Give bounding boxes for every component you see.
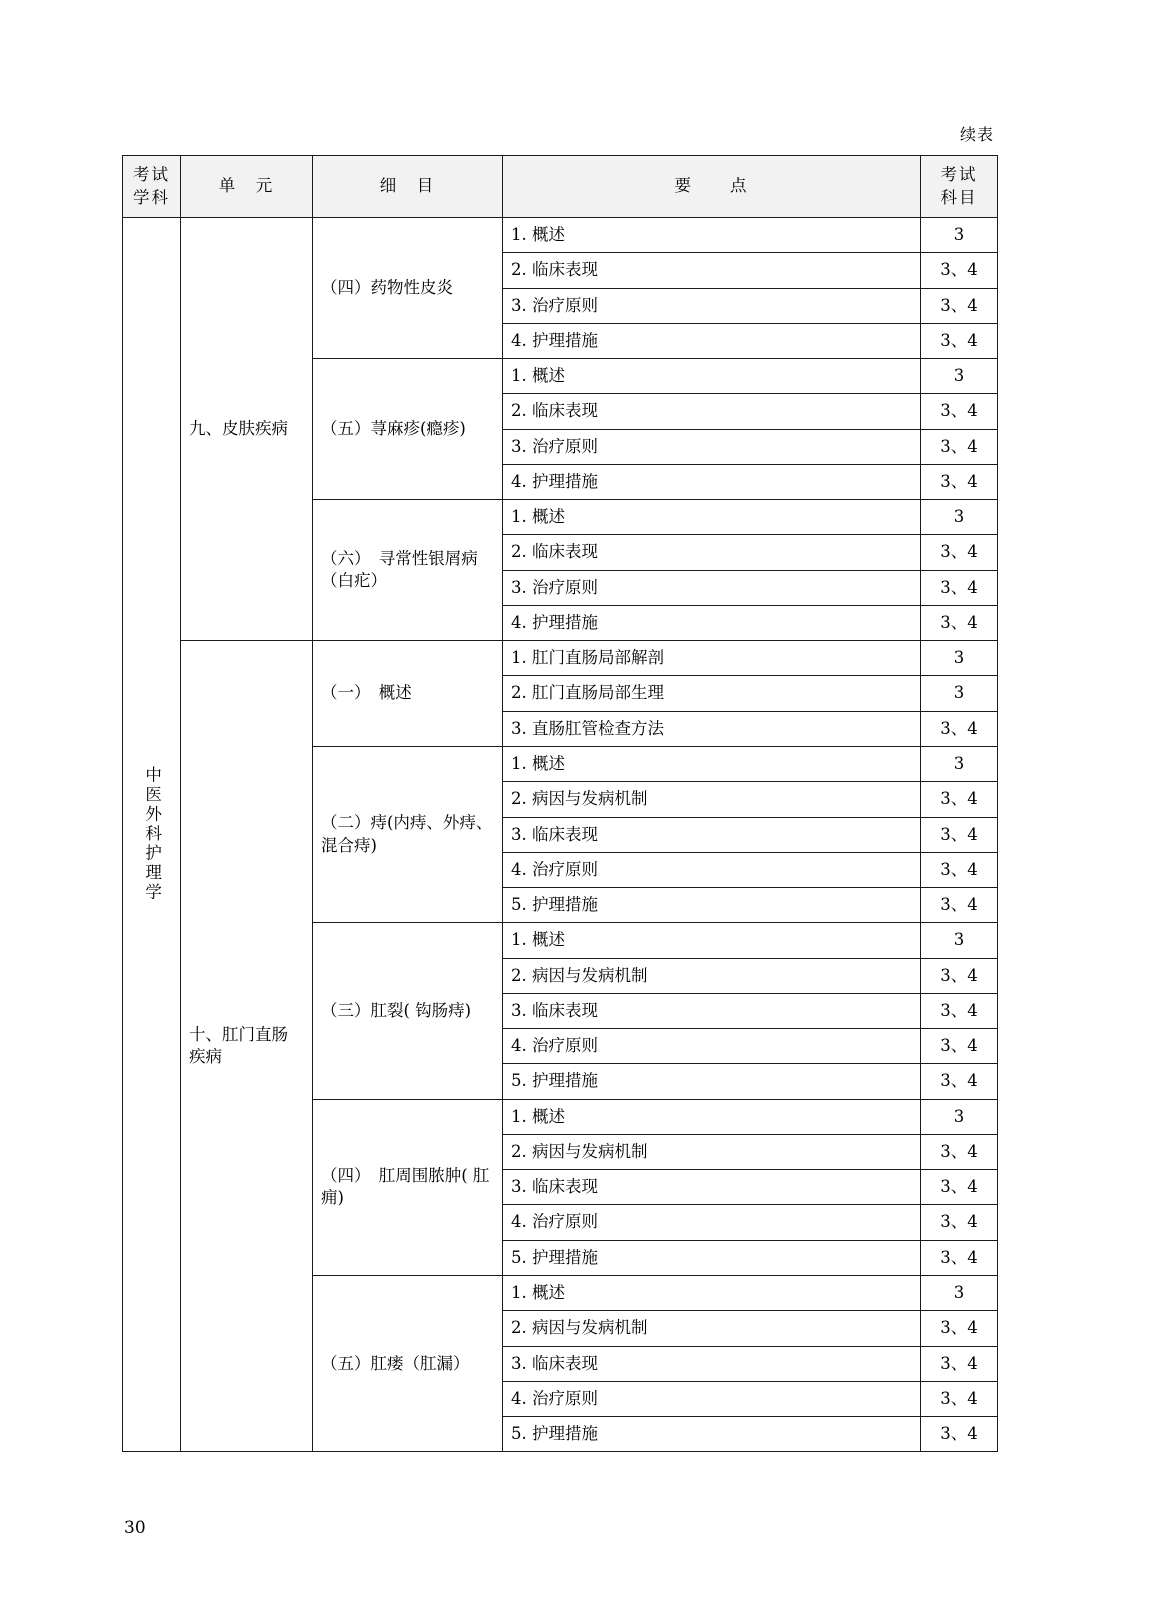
point-cell: 3. 临床表现 <box>503 1170 921 1205</box>
point-cell: 2. 病因与发病机制 <box>503 958 921 993</box>
exam-subject-cell: 3 <box>921 359 998 394</box>
point-cell: 4. 治疗原则 <box>503 1029 921 1064</box>
exam-subject-cell: 3、4 <box>921 429 998 464</box>
point-cell: 4. 护理措施 <box>503 323 921 358</box>
point-cell: 5. 护理措施 <box>503 1064 921 1099</box>
point-cell: 2. 临床表现 <box>503 394 921 429</box>
point-cell: 3. 临床表现 <box>503 1346 921 1381</box>
point-cell: 1. 肛门直肠局部解剖 <box>503 641 921 676</box>
exam-subject-cell: 3、4 <box>921 570 998 605</box>
exam-subject-cell: 3、4 <box>921 993 998 1028</box>
page-number: 30 <box>124 1518 146 1538</box>
header-exam <box>921 156 998 218</box>
header-subject <box>123 156 181 218</box>
point-cell: 2. 临床表现 <box>503 535 921 570</box>
table-row <box>123 641 998 676</box>
exam-subject-cell: 3、4 <box>921 1134 998 1169</box>
header-unit: 单 元 <box>181 156 313 218</box>
detail-cell: （五）荨麻疹(瘾疹) <box>313 359 503 500</box>
exam-subject-cell: 3、4 <box>921 711 998 746</box>
point-cell: 1. 概述 <box>503 359 921 394</box>
exam-subject-cell: 3 <box>921 641 998 676</box>
table-header-row <box>123 156 998 218</box>
exam-subject-cell: 3 <box>921 746 998 781</box>
exam-subject-cell: 3、4 <box>921 888 998 923</box>
header-exam-line1: 考试 <box>940 165 978 185</box>
point-cell: 4. 护理措施 <box>503 605 921 640</box>
header-point: 要 点 <box>503 156 921 218</box>
exam-subject-cell: 3、4 <box>921 323 998 358</box>
point-cell: 2. 临床表现 <box>503 253 921 288</box>
detail-cell: （六） 寻常性银屑病（白疕） <box>313 500 503 641</box>
exam-subject-cell: 3、4 <box>921 852 998 887</box>
point-cell: 3. 治疗原则 <box>503 429 921 464</box>
detail-cell: （四） 肛周围脓肿( 肛痈) <box>313 1099 503 1275</box>
point-cell: 3. 直肠肛管检查方法 <box>503 711 921 746</box>
table-header <box>123 156 998 218</box>
exam-subject-cell: 3 <box>921 218 998 253</box>
exam-subject-cell: 3、4 <box>921 394 998 429</box>
table-body <box>123 218 998 1452</box>
exam-subject-cell: 3、4 <box>921 958 998 993</box>
point-cell: 1. 概述 <box>503 1099 921 1134</box>
exam-subject-cell: 3、4 <box>921 1029 998 1064</box>
point-cell: 1. 概述 <box>503 1275 921 1310</box>
point-cell: 2. 肛门直肠局部生理 <box>503 676 921 711</box>
exam-subject-cell: 3、4 <box>921 1346 998 1381</box>
point-cell: 3. 治疗原则 <box>503 288 921 323</box>
syllabus-table-container <box>122 155 997 1452</box>
point-cell: 4. 治疗原则 <box>503 1381 921 1416</box>
detail-cell: （一） 概述 <box>313 641 503 747</box>
point-cell: 4. 护理措施 <box>503 464 921 499</box>
exam-subject-cell: 3、4 <box>921 1381 998 1416</box>
unit-cell: 九、皮肤疾病 <box>181 218 313 641</box>
point-cell: 2. 病因与发病机制 <box>503 782 921 817</box>
point-cell: 3. 临床表现 <box>503 817 921 852</box>
exam-subject-cell: 3、4 <box>921 1240 998 1275</box>
exam-subject-cell: 3、4 <box>921 1311 998 1346</box>
point-cell: 2. 病因与发病机制 <box>503 1134 921 1169</box>
point-cell: 4. 治疗原则 <box>503 852 921 887</box>
point-cell: 2. 病因与发病机制 <box>503 1311 921 1346</box>
exam-subject-cell: 3 <box>921 500 998 535</box>
exam-subject-cell: 3、4 <box>921 535 998 570</box>
point-cell: 1. 概述 <box>503 923 921 958</box>
header-exam-line2: 科目 <box>940 187 978 207</box>
unit-cell: 十、肛门直肠疾病 <box>181 641 313 1452</box>
header-subject-line1: 考试 <box>133 165 170 185</box>
point-cell: 3. 临床表现 <box>503 993 921 1028</box>
exam-subject-cell: 3、4 <box>921 288 998 323</box>
point-cell: 4. 治疗原则 <box>503 1205 921 1240</box>
exam-subject-cell: 3 <box>921 1099 998 1134</box>
point-cell: 5. 护理措施 <box>503 888 921 923</box>
exam-subject-cell: 3 <box>921 676 998 711</box>
detail-cell: （四）药物性皮炎 <box>313 218 503 359</box>
subject-cell <box>123 218 181 1452</box>
exam-subject-cell: 3、4 <box>921 464 998 499</box>
exam-subject-cell: 3、4 <box>921 1170 998 1205</box>
detail-cell: （二）痔(内痔、外痔、混合痔) <box>313 746 503 922</box>
point-cell: 5. 护理措施 <box>503 1417 921 1452</box>
exam-subject-cell: 3、4 <box>921 1064 998 1099</box>
exam-subject-cell: 3、4 <box>921 1417 998 1452</box>
detail-cell: （五）肛瘘（肛漏） <box>313 1275 503 1451</box>
exam-subject-cell: 3 <box>921 1275 998 1310</box>
header-detail: 细 目 <box>313 156 503 218</box>
subject-label: 中医外科护理学 <box>142 766 162 903</box>
exam-subject-cell: 3、4 <box>921 782 998 817</box>
point-cell: 1. 概述 <box>503 500 921 535</box>
point-cell: 3. 治疗原则 <box>503 570 921 605</box>
exam-subject-cell: 3、4 <box>921 1205 998 1240</box>
detail-cell: （三）肛裂( 钩肠痔) <box>313 923 503 1099</box>
exam-subject-cell: 3、4 <box>921 605 998 640</box>
header-subject-line2: 学科 <box>133 187 170 207</box>
point-cell: 1. 概述 <box>503 218 921 253</box>
table-row <box>123 218 998 253</box>
continued-table-label: 续表 <box>959 125 994 144</box>
exam-subject-cell: 3、4 <box>921 817 998 852</box>
point-cell: 1. 概述 <box>503 746 921 781</box>
syllabus-table <box>122 155 998 1452</box>
point-cell: 5. 护理措施 <box>503 1240 921 1275</box>
exam-subject-cell: 3 <box>921 923 998 958</box>
exam-subject-cell: 3、4 <box>921 253 998 288</box>
